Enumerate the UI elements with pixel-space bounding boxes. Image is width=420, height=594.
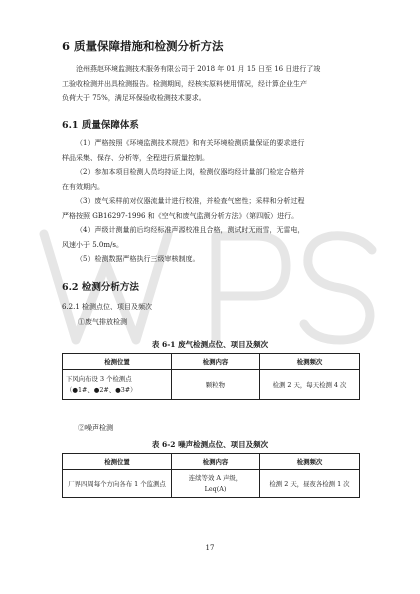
- table-header-cell: 检测频次: [260, 454, 360, 470]
- table-cell: 颗粒物: [172, 370, 260, 400]
- qa-item-4: （4）声级计测量前后均经标准声源校准且合格，测试时无雨雪，无雷电， 风速小于 5.0m/s。: [62, 226, 305, 249]
- page-number: 17: [205, 544, 215, 552]
- table-header-cell: 检测位置: [63, 354, 172, 370]
- qa-item-2: （2）参加本项目检测人员均持证上岗，检测仪器均经计量部门检定合格并 在有效期内。: [62, 168, 305, 191]
- section-6-title: 6 质量保障措施和检测分析方法: [62, 39, 224, 53]
- table-cell: 检测 2 天，每天检测 4 次: [260, 370, 360, 400]
- qa-item-3: （3）废气采样前对仪器流量计进行校准，并检查气密性；采样和分析过程 严格按照 GB16297-1996 和《空气和废气监测分析方法》（第四版）进行。: [62, 197, 305, 220]
- table-cell: 厂界四周每个方向各布 1 个监测点: [63, 470, 172, 498]
- section-6-1-title: 6.1 质量保障体系: [62, 120, 139, 131]
- section-6-intro: 沧州燕赵环境监测技术服务有限公司于 2018 年 01 月 15 日至 16 日进行了竣 工验收检测并出具检测报告。检测期间，经核实原料使用情况，经计算企业生产 负荷大于 75%，满足环保验收检测技术要求。: [62, 65, 321, 102]
- table-header-row: [63, 354, 360, 370]
- table-cell: 下风向布设 3 个检测点 （●1#、●2#、●3#）: [63, 370, 172, 400]
- table-cell: 连续等效 A 声级， Leq(A): [172, 470, 260, 498]
- noise-heading: ②噪声检测: [78, 424, 113, 432]
- table-header-row: [63, 454, 360, 470]
- qa-item-1: （1）严格按照《环境监测技术规范》和有关环境检测质量保证的要求进行 样品采集、保存、分析等，全程进行质量控制。: [62, 139, 305, 162]
- noise-table: [62, 453, 360, 498]
- table-row: [63, 470, 360, 498]
- table-6-1-caption: 表 6-1 废气检测点位、项目及频次: [151, 340, 269, 349]
- section-6-2-1-title: 6.2.1 检测点位、项目及频次: [62, 303, 153, 311]
- table-6-2-caption: 表 6-2 噪声检测点位、项目及频次: [151, 440, 269, 449]
- table-cell: 检测 2 天，昼夜各检测 1 次: [260, 470, 360, 498]
- section-6-2-title: 6.2 检测分析方法: [62, 282, 139, 293]
- table-header-cell: 检测频次: [260, 354, 360, 370]
- table-row: [63, 370, 360, 400]
- table-header-cell: 检测位置: [63, 454, 172, 470]
- waste-gas-table: [62, 353, 360, 400]
- waste-gas-heading: ①废气排放检测: [78, 318, 127, 326]
- table-header-cell: 检测内容: [172, 454, 260, 470]
- qa-item-5: （5）检测数据严格执行三级审核制度。: [76, 255, 200, 263]
- table-header-cell: 检测内容: [172, 354, 260, 370]
